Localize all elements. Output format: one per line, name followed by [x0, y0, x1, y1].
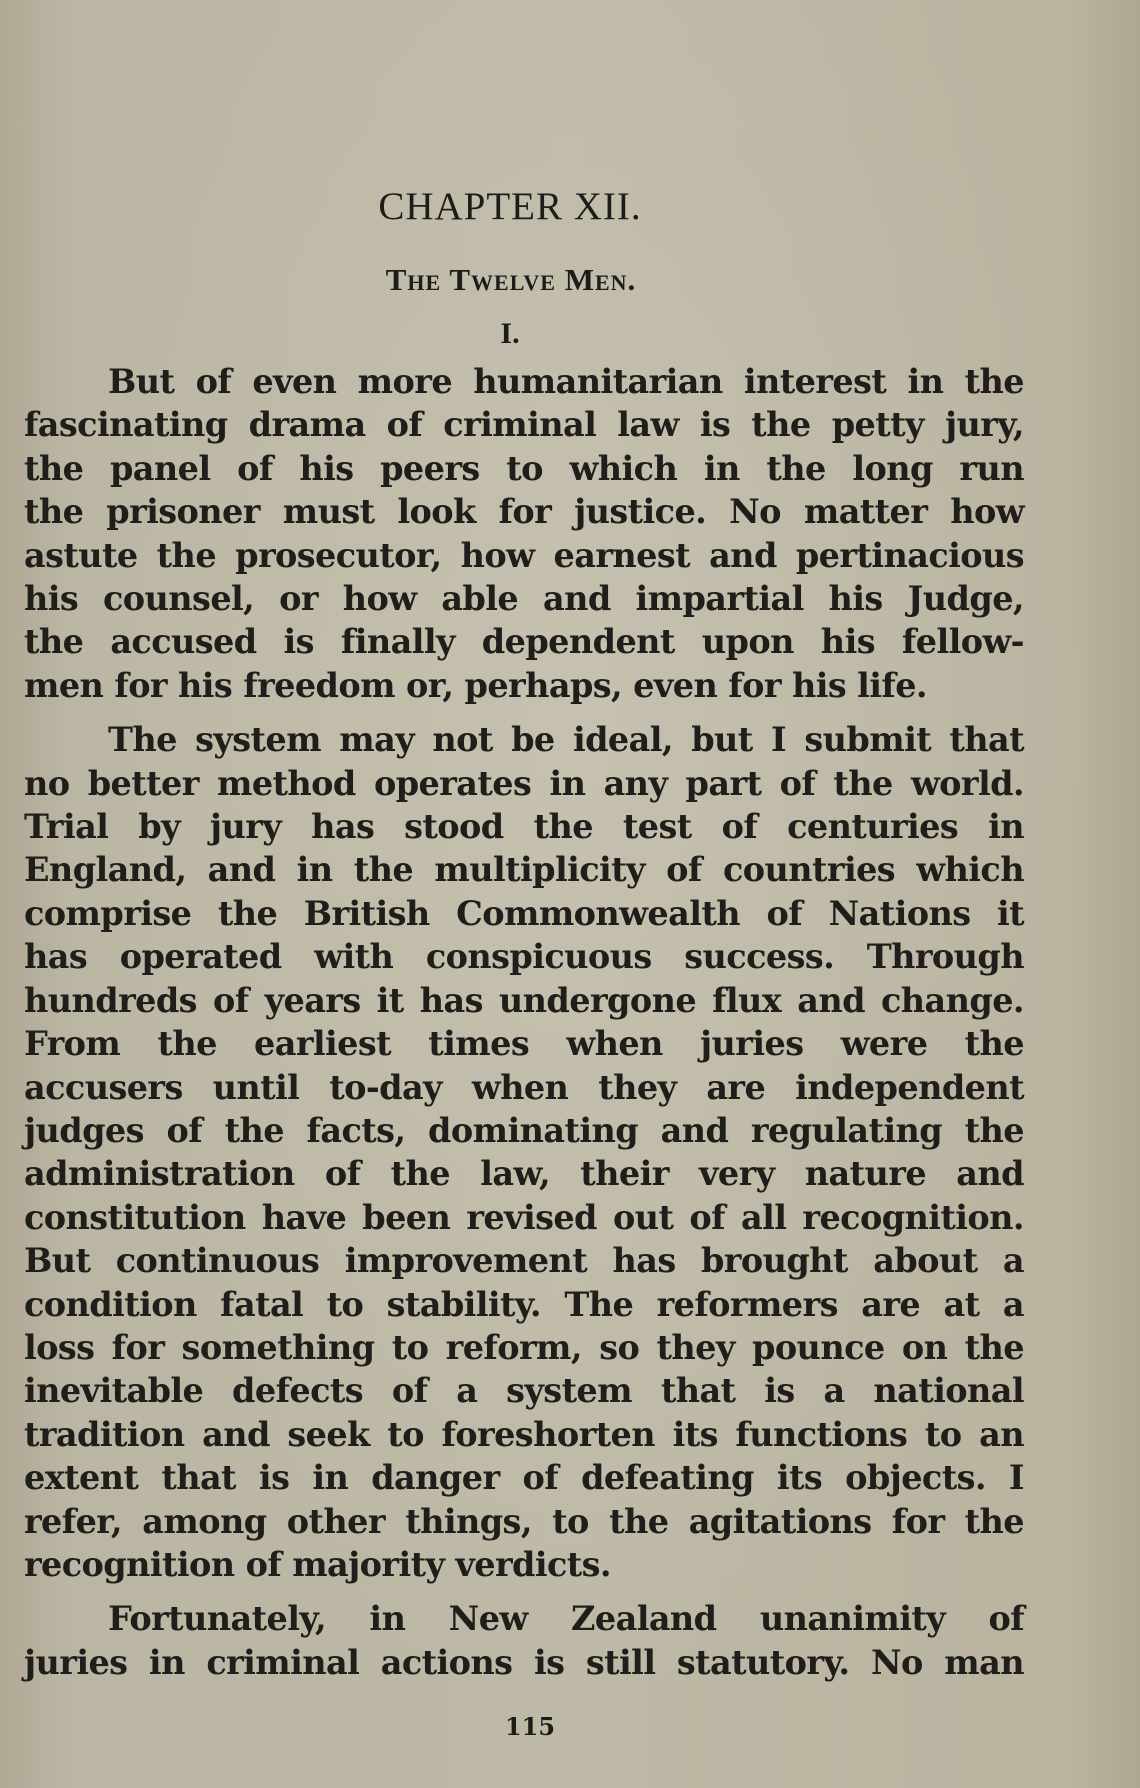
text-line: loss for something to reform, so they pounce on the: [24, 1327, 1024, 1367]
page-number: 115: [504, 1712, 556, 1741]
text-line: the panel of his peers to which in the long run: [24, 448, 1024, 488]
text-line: the prisoner must look for justice. No matter how: [24, 492, 1024, 532]
text-line: But continuous improvement has brought about a: [24, 1241, 1024, 1281]
text-line: accusers until to-day when they are independent: [24, 1067, 1024, 1107]
text-line: condition fatal to stability. The reformers are at a: [24, 1284, 1024, 1324]
text-line: Fortunately, in New Zealand unanimity of: [108, 1599, 1024, 1639]
text-line: tradition and seek to foreshorten its functions to an: [24, 1414, 1024, 1454]
text-line: constitution have been revised out of all recognition.: [24, 1197, 1024, 1237]
text-line: no better method operates in any part of the world.: [24, 763, 1024, 803]
text-line: recognition of majority verdicts.: [24, 1544, 611, 1584]
text-line: Trial by jury has stood the test of centuries in: [24, 807, 1024, 847]
text-line: his counsel, or how able and impartial his Judge,: [24, 579, 1024, 619]
text-line: men for his freedom or, perhaps, even for his life.: [24, 665, 927, 705]
body-text: [24, 360, 1024, 1695]
text-line: juries in criminal actions is still statutory. No man: [24, 1642, 1024, 1682]
text-line: astute the prosecutor, how earnest and pertinacious: [24, 535, 1024, 575]
section-number: I.: [500, 317, 520, 350]
text-line: refer, among other things, to the agitations for the: [24, 1501, 1024, 1541]
text-line: extent that is in danger of defeating its objects. I: [24, 1458, 1024, 1498]
text-line: comprise the British Commonwealth of Nations it: [24, 893, 1024, 933]
chapter-heading: CHAPTER XII.: [378, 185, 642, 228]
paragraph-1: [24, 360, 1024, 707]
paragraph-2: [24, 718, 1024, 1586]
text-line: The system may not be ideal, but I submit that: [108, 720, 1024, 760]
paragraph-3: [24, 1597, 1024, 1684]
text-line: But of even more humanitarian interest in the: [108, 362, 1024, 401]
text-line: hundreds of years it has undergone flux and change.: [24, 980, 1024, 1020]
text-line: has operated with conspicuous success. Through: [24, 937, 1024, 977]
text-line: fascinating drama of criminal law is the petty jury,: [24, 405, 1024, 445]
text-line: From the earliest times when juries were the: [24, 1024, 1024, 1064]
text-line: administration of the law, their very nature and: [24, 1154, 1024, 1194]
chapter-subtitle: The Twelve Men.: [385, 262, 637, 297]
text-line: England, and in the multiplicity of countries which: [24, 850, 1024, 890]
text-line: inevitable defects of a system that is a national: [24, 1371, 1024, 1411]
text-line: the accused is finally dependent upon his fellow-: [24, 622, 1024, 662]
text-line: judges of the facts, dominating and regulating the: [24, 1110, 1024, 1150]
